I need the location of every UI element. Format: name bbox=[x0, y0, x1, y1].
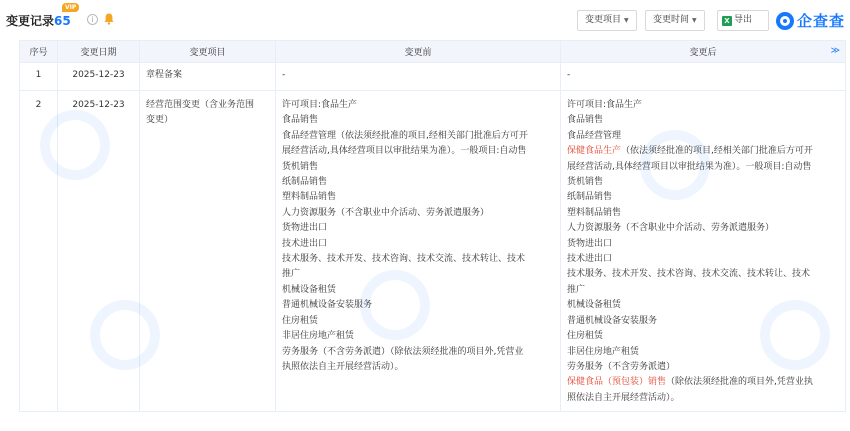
after-line: 许可项目:食品生产 bbox=[567, 100, 643, 110]
cell-date: 2025-12-23 bbox=[58, 91, 140, 412]
after-line: 食品经营管理 bbox=[567, 130, 622, 141]
info-icon[interactable]: i bbox=[87, 14, 98, 25]
vip-badge: VIP bbox=[62, 3, 79, 12]
after-line: 照依法自主开展经营活动）。 bbox=[567, 392, 680, 403]
highlighted-change: 保健食品生产 bbox=[567, 146, 622, 157]
item-line: 变更） bbox=[146, 115, 174, 126]
bell-icon[interactable] bbox=[104, 13, 114, 25]
cell-index: 2 bbox=[20, 91, 58, 412]
after-line: 货物进出口 bbox=[567, 238, 613, 249]
before-line: 纸制品销售 bbox=[282, 177, 328, 188]
record-count: 65 bbox=[54, 14, 71, 28]
after-line: 食品销售 bbox=[567, 115, 604, 126]
before-line: 劳务服务（不含劳务派遣）（除依法须经批准的项目外,凭营业 bbox=[282, 346, 524, 357]
before-line: 执照依法自主开展经营活动）。 bbox=[282, 361, 404, 372]
before-line: 机械设备租赁 bbox=[282, 284, 337, 295]
change-record-table bbox=[19, 40, 846, 412]
cell-index: 1 bbox=[20, 63, 58, 91]
after-line: 展经营活动,具体经营项目以审批结果为准）。一般项目:自动售 bbox=[567, 161, 812, 172]
column-header-before: 变更前 bbox=[276, 41, 561, 63]
column-header-index: 序号 bbox=[20, 41, 58, 63]
column-header-date: 变更日期 bbox=[58, 41, 140, 63]
before-line: 技术进出口 bbox=[282, 238, 328, 249]
filter-change-item-dropdown[interactable] bbox=[577, 10, 637, 31]
column-header-after-label: 变更后 bbox=[689, 48, 717, 58]
before-line: 货机销售 bbox=[282, 161, 319, 172]
cell-after bbox=[561, 91, 846, 412]
table-header-row bbox=[20, 41, 846, 63]
after-line: 机械设备租赁 bbox=[567, 300, 622, 311]
before-line: 非居住房地产租赁 bbox=[282, 331, 355, 342]
before-line: 食品销售 bbox=[282, 115, 319, 126]
cell-date: 2025-12-23 bbox=[58, 63, 140, 91]
after-line: 技术服务、技术开发、技术咨询、技术交流、技术转让、技术 bbox=[567, 269, 811, 280]
before-line: 普通机械设备安装服务 bbox=[282, 300, 373, 311]
cell-after: - bbox=[561, 63, 846, 91]
after-line: 非居住房地产租赁 bbox=[567, 346, 640, 357]
before-line: 技术服务、技术开发、技术咨询、技术交流、技术转让、技术 bbox=[282, 254, 526, 265]
page-header bbox=[0, 0, 850, 40]
before-line: 许可项目:食品生产 bbox=[282, 100, 358, 110]
after-line bbox=[567, 144, 839, 159]
cell-before bbox=[276, 91, 561, 412]
before-line: 人力资源服务（不含职业中介活动、劳务派遣服务） bbox=[282, 207, 490, 218]
column-header-item: 变更项目 bbox=[140, 41, 276, 63]
table-row bbox=[20, 91, 846, 412]
item-line: 经营范围变更（含业务范围 bbox=[146, 100, 255, 110]
logo-text: 企查查 bbox=[797, 12, 846, 30]
title-text: 变更记录 bbox=[6, 14, 55, 28]
after-line: 纸制品销售 bbox=[567, 192, 613, 203]
qcc-logo bbox=[776, 10, 845, 31]
before-line: 住房租赁 bbox=[282, 315, 319, 326]
after-line: 人力资源服务（不含职业中介活动、劳务派遣服务） bbox=[567, 223, 775, 234]
export-button[interactable] bbox=[717, 10, 769, 31]
excel-icon: X bbox=[722, 16, 732, 26]
before-line: 食品经营管理（依法须经批准的项目,经相关部门批准后方可开 bbox=[282, 130, 528, 141]
after-line: 塑料制品销售 bbox=[567, 207, 622, 218]
filter-change-item-label: 变更项目 bbox=[585, 15, 622, 25]
after-line: 货机销售 bbox=[567, 177, 604, 188]
before-line: 展经营活动,具体经营项目以审批结果为准）。一般项目:自动售 bbox=[282, 146, 527, 157]
cell-item: 章程备案 bbox=[140, 63, 276, 91]
table-row bbox=[20, 63, 846, 91]
qcc-logo-icon bbox=[776, 12, 794, 30]
cell-before: - bbox=[276, 63, 561, 91]
column-header-after bbox=[561, 41, 846, 63]
after-line-rest: （依法须经批准的项目,经相关部门批准后方可开 bbox=[621, 146, 813, 157]
before-line: 塑料制品销售 bbox=[282, 192, 337, 203]
caret-down-icon: ▼ bbox=[624, 17, 629, 24]
page-title bbox=[6, 12, 71, 29]
cell-item bbox=[140, 91, 276, 412]
after-line bbox=[567, 375, 839, 390]
highlighted-change: 保健食品（预包装）销售 bbox=[567, 377, 667, 388]
after-line-rest: （除依法须经批准的项目外,凭营业执 bbox=[666, 377, 813, 388]
caret-down-icon: ▼ bbox=[692, 17, 697, 24]
filter-change-time-label: 变更时间 bbox=[653, 15, 690, 25]
export-label: 导出 bbox=[734, 15, 753, 25]
double-chevron-down-icon[interactable]: ≫ bbox=[830, 46, 840, 56]
after-line: 技术进出口 bbox=[567, 254, 613, 265]
after-line: 劳务服务（不含劳务派遣） bbox=[567, 361, 676, 372]
before-line: 货物进出口 bbox=[282, 223, 328, 234]
after-line: 住房租赁 bbox=[567, 331, 604, 342]
before-line: 推广 bbox=[282, 269, 301, 280]
filter-change-time-dropdown[interactable] bbox=[645, 10, 705, 31]
after-line: 普通机械设备安装服务 bbox=[567, 315, 658, 326]
after-line: 推广 bbox=[567, 284, 586, 295]
